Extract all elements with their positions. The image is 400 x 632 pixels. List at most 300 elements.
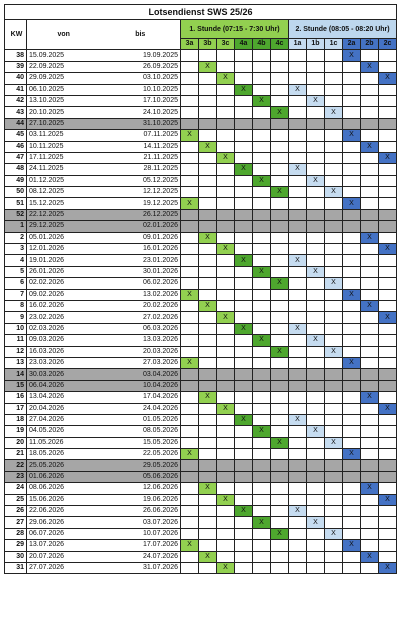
kw-cell: 8	[5, 300, 27, 311]
duty-cell-3c	[217, 175, 235, 186]
duty-cell-4a	[235, 449, 253, 460]
bis-cell: 17.04.2026	[99, 392, 181, 403]
bis-cell: 10.07.2026	[99, 528, 181, 539]
table-row	[5, 221, 397, 232]
roster-body	[5, 50, 397, 574]
duty-mark-1b: X	[307, 335, 325, 346]
duty-mark-3a: X	[181, 198, 199, 209]
duty-cell-1a	[289, 346, 307, 357]
duty-cell-4b	[253, 61, 271, 72]
duty-cell-4b	[253, 506, 271, 517]
duty-cell-1b	[307, 244, 325, 255]
table-row	[5, 506, 397, 517]
duty-mark-4c: X	[271, 107, 289, 118]
duty-cell-4b	[253, 483, 271, 494]
duty-cell-4b	[253, 187, 271, 198]
duty-cell-2b	[361, 335, 379, 346]
duty-cell-2c	[379, 380, 397, 391]
duty-mark-2a: X	[343, 540, 361, 551]
roster-table	[4, 4, 397, 574]
duty-cell-1c	[325, 551, 343, 562]
duty-mark-1c: X	[325, 437, 343, 448]
table-row	[5, 426, 397, 437]
duty-cell-1a	[289, 483, 307, 494]
duty-cell-4a	[235, 517, 253, 528]
duty-cell-4a	[235, 130, 253, 141]
duty-cell-2c	[379, 392, 397, 403]
bis-cell: 24.07.2026	[99, 551, 181, 562]
duty-mark-1b: X	[307, 266, 325, 277]
table-row	[5, 255, 397, 266]
duty-cell-4c	[271, 460, 289, 471]
duty-cell-1a	[289, 551, 307, 562]
duty-cell-1b	[307, 392, 325, 403]
duty-mark-1b: X	[307, 175, 325, 186]
duty-cell-1c	[325, 50, 343, 61]
von-cell: 10.11.2025	[27, 141, 99, 152]
duty-mark-2b: X	[361, 232, 379, 243]
von-cell: 13.04.2026	[27, 392, 99, 403]
duty-cell-1b	[307, 187, 325, 198]
kw-cell: 21	[5, 449, 27, 460]
bis-cell: 27.03.2026	[99, 357, 181, 368]
duty-cell-4a	[235, 73, 253, 84]
duty-cell-1c	[325, 130, 343, 141]
duty-cell-3b	[199, 187, 217, 198]
duty-cell-2b	[361, 244, 379, 255]
kw-cell: 23	[5, 471, 27, 482]
duty-mark-4a: X	[235, 323, 253, 334]
duty-cell-1b	[307, 300, 325, 311]
duty-cell-2a	[343, 255, 361, 266]
table-row	[5, 449, 397, 460]
duty-cell-4b	[253, 164, 271, 175]
duty-cell-2b	[361, 209, 379, 220]
header-von: von	[27, 20, 99, 50]
duty-cell-4c	[271, 426, 289, 437]
duty-cell-2b	[361, 460, 379, 471]
duty-cell-4b	[253, 369, 271, 380]
kw-cell: 16	[5, 392, 27, 403]
duty-cell-3c	[217, 437, 235, 448]
von-cell: 16.03.2026	[27, 346, 99, 357]
duty-cell-3a	[181, 232, 199, 243]
duty-cell-3a	[181, 73, 199, 84]
duty-mark-2a: X	[343, 198, 361, 209]
duty-cell-4b	[253, 403, 271, 414]
duty-cell-2a	[343, 506, 361, 517]
duty-cell-1c	[325, 118, 343, 129]
von-cell: 30.03.2026	[27, 369, 99, 380]
duty-mark-4c: X	[271, 187, 289, 198]
duty-cell-1a	[289, 289, 307, 300]
duty-cell-2c	[379, 369, 397, 380]
title-row	[5, 5, 397, 20]
duty-cell-4a	[235, 95, 253, 106]
von-cell: 13.07.2026	[27, 540, 99, 551]
duty-cell-4c	[271, 380, 289, 391]
duty-cell-4c	[271, 562, 289, 573]
von-cell: 09.03.2026	[27, 335, 99, 346]
duty-cell-4c	[271, 50, 289, 61]
von-cell: 27.04.2026	[27, 414, 99, 425]
duty-cell-3b	[199, 335, 217, 346]
bis-cell: 06.03.2026	[99, 323, 181, 334]
table-row	[5, 50, 397, 61]
duty-cell-4b	[253, 357, 271, 368]
kw-cell: 18	[5, 414, 27, 425]
duty-cell-2a	[343, 107, 361, 118]
kw-cell: 2	[5, 232, 27, 243]
table-row	[5, 118, 397, 129]
duty-cell-1b	[307, 403, 325, 414]
duty-cell-2b	[361, 494, 379, 505]
duty-cell-2a	[343, 164, 361, 175]
duty-cell-4b	[253, 209, 271, 220]
duty-cell-1c	[325, 483, 343, 494]
duty-mark-2c: X	[379, 244, 397, 255]
duty-cell-4b	[253, 551, 271, 562]
duty-cell-1a	[289, 244, 307, 255]
bis-cell: 31.10.2025	[99, 118, 181, 129]
duty-cell-1a	[289, 221, 307, 232]
von-cell: 09.02.2026	[27, 289, 99, 300]
von-cell: 27.07.2026	[27, 562, 99, 573]
duty-cell-3b	[199, 414, 217, 425]
duty-cell-1a	[289, 278, 307, 289]
duty-cell-4a	[235, 562, 253, 573]
duty-cell-3a	[181, 528, 199, 539]
duty-cell-2b	[361, 255, 379, 266]
duty-cell-2c	[379, 289, 397, 300]
duty-cell-4c	[271, 449, 289, 460]
duty-cell-2c	[379, 551, 397, 562]
duty-cell-3b	[199, 369, 217, 380]
table-row	[5, 95, 397, 106]
table-row	[5, 164, 397, 175]
duty-cell-2b	[361, 289, 379, 300]
duty-cell-2b	[361, 562, 379, 573]
duty-cell-2b	[361, 437, 379, 448]
duty-cell-4a	[235, 494, 253, 505]
bis-cell: 20.02.2026	[99, 300, 181, 311]
duty-cell-1b	[307, 152, 325, 163]
duty-cell-3c	[217, 346, 235, 357]
duty-cell-4b	[253, 255, 271, 266]
von-cell: 20.10.2025	[27, 107, 99, 118]
duty-cell-4b	[253, 528, 271, 539]
duty-cell-1c	[325, 403, 343, 414]
duty-cell-1b	[307, 209, 325, 220]
duty-cell-1c	[325, 357, 343, 368]
duty-cell-4a	[235, 232, 253, 243]
duty-cell-1c	[325, 152, 343, 163]
kw-cell: 39	[5, 61, 27, 72]
duty-cell-2c	[379, 107, 397, 118]
duty-cell-2c	[379, 209, 397, 220]
bis-cell: 12.06.2026	[99, 483, 181, 494]
duty-mark-2c: X	[379, 73, 397, 84]
duty-cell-1c	[325, 209, 343, 220]
header-stunde-2: 2. Stunde (08:05 - 08:20 Uhr)	[289, 20, 397, 39]
duty-cell-2c	[379, 221, 397, 232]
duty-cell-1c	[325, 562, 343, 573]
duty-cell-4a	[235, 551, 253, 562]
duty-cell-1c	[325, 426, 343, 437]
duty-cell-1b	[307, 414, 325, 425]
duty-cell-4b	[253, 232, 271, 243]
duty-cell-2a	[343, 278, 361, 289]
duty-cell-4a	[235, 278, 253, 289]
kw-cell: 10	[5, 323, 27, 334]
duty-cell-3c	[217, 323, 235, 334]
duty-cell-3c	[217, 187, 235, 198]
table-row	[5, 403, 397, 414]
duty-cell-2a	[343, 73, 361, 84]
duty-cell-1b	[307, 357, 325, 368]
duty-cell-3a	[181, 369, 199, 380]
duty-cell-2b	[361, 357, 379, 368]
duty-mark-4b: X	[253, 175, 271, 186]
table-row	[5, 289, 397, 300]
bis-cell: 03.07.2026	[99, 517, 181, 528]
von-cell: 17.11.2025	[27, 152, 99, 163]
duty-cell-3a	[181, 50, 199, 61]
duty-cell-2a	[343, 118, 361, 129]
duty-mark-4c: X	[271, 278, 289, 289]
duty-cell-1a	[289, 61, 307, 72]
duty-mark-1c: X	[325, 107, 343, 118]
table-row	[5, 84, 397, 95]
duty-cell-4b	[253, 130, 271, 141]
bis-cell: 23.01.2026	[99, 255, 181, 266]
duty-cell-2b	[361, 221, 379, 232]
duty-cell-1b	[307, 449, 325, 460]
duty-cell-3a	[181, 562, 199, 573]
kw-cell: 11	[5, 335, 27, 346]
duty-cell-2c	[379, 483, 397, 494]
duty-cell-2c	[379, 61, 397, 72]
duty-mark-4c: X	[271, 437, 289, 448]
von-cell: 18.05.2026	[27, 449, 99, 460]
duty-mark-3b: X	[199, 61, 217, 72]
bis-cell: 26.12.2025	[99, 209, 181, 220]
duty-cell-2b	[361, 164, 379, 175]
duty-cell-3c	[217, 528, 235, 539]
duty-mark-2b: X	[361, 61, 379, 72]
von-cell: 01.06.2026	[27, 471, 99, 482]
duty-cell-4b	[253, 152, 271, 163]
duty-cell-2c	[379, 278, 397, 289]
duty-mark-1c: X	[325, 278, 343, 289]
duty-cell-3c	[217, 540, 235, 551]
table-row	[5, 471, 397, 482]
duty-cell-4c	[271, 289, 289, 300]
kw-cell: 6	[5, 278, 27, 289]
kw-cell: 43	[5, 107, 27, 118]
table-row	[5, 61, 397, 72]
duty-cell-1a	[289, 187, 307, 198]
duty-cell-3a	[181, 175, 199, 186]
duty-cell-2b	[361, 506, 379, 517]
kw-cell: 12	[5, 346, 27, 357]
bis-cell: 21.11.2025	[99, 152, 181, 163]
duty-cell-3b	[199, 426, 217, 437]
duty-cell-1a	[289, 494, 307, 505]
duty-cell-3a	[181, 278, 199, 289]
header-class-2b: 2b	[361, 39, 379, 50]
duty-cell-3c	[217, 517, 235, 528]
duty-cell-4b	[253, 312, 271, 323]
duty-cell-2c	[379, 300, 397, 311]
duty-cell-2c	[379, 517, 397, 528]
duty-mark-4b: X	[253, 95, 271, 106]
von-cell: 29.06.2026	[27, 517, 99, 528]
duty-cell-1a	[289, 369, 307, 380]
table-row	[5, 152, 397, 163]
table-row	[5, 483, 397, 494]
duty-mark-4b: X	[253, 426, 271, 437]
duty-cell-2b	[361, 187, 379, 198]
duty-cell-2b	[361, 346, 379, 357]
duty-cell-1c	[325, 494, 343, 505]
duty-cell-2a	[343, 221, 361, 232]
duty-cell-1b	[307, 232, 325, 243]
von-cell: 06.07.2026	[27, 528, 99, 539]
duty-cell-1c	[325, 232, 343, 243]
header-bis: bis	[99, 20, 181, 50]
duty-cell-4a	[235, 61, 253, 72]
kw-cell: 31	[5, 562, 27, 573]
duty-cell-4a	[235, 471, 253, 482]
duty-cell-3a	[181, 551, 199, 562]
duty-cell-4a	[235, 175, 253, 186]
duty-mark-3c: X	[217, 494, 235, 505]
duty-cell-2a	[343, 392, 361, 403]
table-row	[5, 380, 397, 391]
duty-cell-1a	[289, 426, 307, 437]
kw-cell: 15	[5, 380, 27, 391]
table-row	[5, 392, 397, 403]
duty-cell-2a	[343, 369, 361, 380]
duty-cell-4b	[253, 50, 271, 61]
duty-cell-1c	[325, 198, 343, 209]
duty-cell-2b	[361, 471, 379, 482]
duty-cell-1c	[325, 449, 343, 460]
duty-cell-3c	[217, 107, 235, 118]
bis-cell: 27.02.2026	[99, 312, 181, 323]
bis-cell: 24.10.2025	[99, 107, 181, 118]
kw-cell: 52	[5, 209, 27, 220]
von-cell: 26.01.2026	[27, 266, 99, 277]
bis-cell: 12.12.2025	[99, 187, 181, 198]
duty-cell-3c	[217, 278, 235, 289]
duty-cell-1c	[325, 84, 343, 95]
duty-cell-4a	[235, 528, 253, 539]
duty-mark-2a: X	[343, 449, 361, 460]
duty-cell-4c	[271, 73, 289, 84]
kw-cell: 17	[5, 403, 27, 414]
duty-cell-3a	[181, 506, 199, 517]
duty-cell-2b	[361, 266, 379, 277]
duty-cell-4a	[235, 426, 253, 437]
duty-cell-4a	[235, 392, 253, 403]
duty-cell-3b	[199, 244, 217, 255]
duty-cell-4c	[271, 357, 289, 368]
duty-cell-3a	[181, 187, 199, 198]
duty-cell-3c	[217, 426, 235, 437]
duty-cell-4a	[235, 50, 253, 61]
duty-cell-3a	[181, 118, 199, 129]
duty-cell-3b	[199, 494, 217, 505]
duty-mark-2b: X	[361, 551, 379, 562]
duty-cell-4b	[253, 414, 271, 425]
duty-cell-2a	[343, 323, 361, 334]
duty-cell-3b	[199, 517, 217, 528]
duty-cell-3b	[199, 73, 217, 84]
duty-cell-2c	[379, 414, 397, 425]
bis-cell: 14.11.2025	[99, 141, 181, 152]
table-row	[5, 312, 397, 323]
duty-cell-2a	[343, 175, 361, 186]
duty-cell-4c	[271, 84, 289, 95]
duty-cell-3c	[217, 449, 235, 460]
duty-cell-1b	[307, 107, 325, 118]
duty-cell-3b	[199, 130, 217, 141]
duty-cell-4c	[271, 244, 289, 255]
duty-cell-2a	[343, 483, 361, 494]
duty-cell-1c	[325, 255, 343, 266]
duty-cell-3b	[199, 403, 217, 414]
duty-cell-2a	[343, 232, 361, 243]
duty-mark-2a: X	[343, 130, 361, 141]
kw-cell: 49	[5, 175, 27, 186]
duty-cell-2a	[343, 380, 361, 391]
duty-cell-3b	[199, 278, 217, 289]
duty-cell-3c	[217, 221, 235, 232]
von-cell: 22.06.2026	[27, 506, 99, 517]
duty-cell-3c	[217, 414, 235, 425]
duty-cell-1b	[307, 164, 325, 175]
duty-cell-4c	[271, 369, 289, 380]
duty-cell-4c	[271, 506, 289, 517]
duty-mark-3c: X	[217, 312, 235, 323]
duty-cell-2c	[379, 255, 397, 266]
duty-cell-4b	[253, 278, 271, 289]
duty-cell-2b	[361, 380, 379, 391]
duty-mark-2b: X	[361, 392, 379, 403]
table-row	[5, 141, 397, 152]
duty-cell-2b	[361, 50, 379, 61]
von-cell: 22.09.2025	[27, 61, 99, 72]
duty-cell-1b	[307, 471, 325, 482]
bis-cell: 05.12.2025	[99, 175, 181, 186]
duty-mark-1a: X	[289, 414, 307, 425]
duty-cell-3a	[181, 164, 199, 175]
bis-cell: 19.12.2025	[99, 198, 181, 209]
duty-cell-1b	[307, 50, 325, 61]
kw-cell: 27	[5, 517, 27, 528]
duty-cell-3b	[199, 175, 217, 186]
duty-cell-3a	[181, 221, 199, 232]
duty-mark-3b: X	[199, 551, 217, 562]
duty-cell-3c	[217, 198, 235, 209]
duty-mark-3c: X	[217, 562, 235, 573]
kw-cell: 25	[5, 494, 27, 505]
bis-cell: 22.05.2026	[99, 449, 181, 460]
duty-cell-4c	[271, 323, 289, 334]
duty-cell-3a	[181, 209, 199, 220]
